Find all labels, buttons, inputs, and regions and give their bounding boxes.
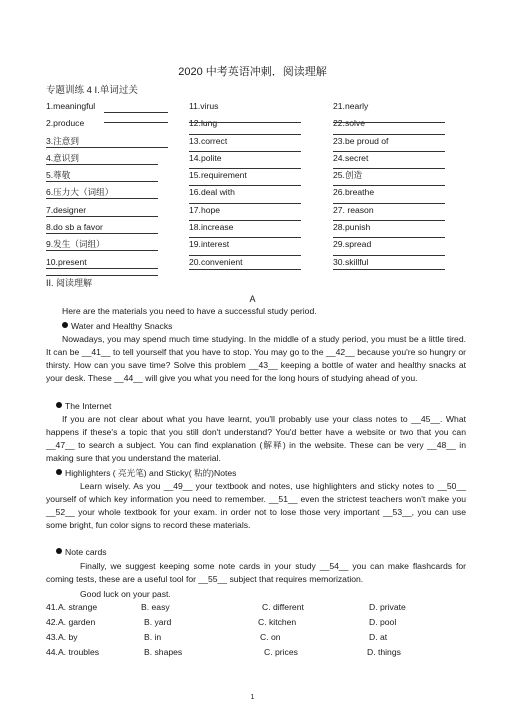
vocab-item: 18.increase [189, 221, 319, 238]
vocab-column-3 [333, 100, 463, 273]
vocab-item: 8.do sb a favor [46, 221, 176, 238]
vocab-item: 30.skillful [333, 256, 463, 273]
vocab-item: 22.solve [333, 117, 463, 134]
vocab-item: 15.requirement [189, 169, 319, 186]
paragraph-4: Finally, we suggest keeping some note cards in your study __54__ you can make flashcards for coming tests, these are a useful tool for __55__ subject that requires memorization. [46, 561, 466, 584]
vocab-item: 4.意识到 [46, 152, 176, 169]
vocab-item: 28.punish [333, 221, 463, 238]
heading-water-snacks: Water and Healthy Snacks [46, 320, 466, 333]
paragraph-3: Learn wisely. As you __49__ your textbook and notes, use highlighters and sticky notes to __50__ yourself of which key information you need to remember. __51__ even the strictest teachers won't make you __52__ your whole textbook for your exam. in order not to lose those very important __53__, you can use some bright, fun color signs to record these materials. [46, 481, 466, 530]
vocab-item: 24.secret [333, 152, 463, 169]
heading-note-cards: Note cards [46, 546, 466, 559]
vocab-item: 25.创造 [333, 169, 463, 186]
vocab-item: 29.spread [333, 238, 463, 255]
vocab-item: 23.be proud of [333, 135, 463, 152]
vocab-column-2 [189, 100, 319, 273]
vocab-item: 27. reason [333, 204, 463, 221]
document-page: 2020 中考英语冲刺．阅读理解 专题训练 4 I.单词过关 1.meaningful 2.produce 3.注意到 4.意识到 5.尊敬 6.压力大（词组） 7.designer 8.do sb a favor 9.发生（词组） 10.present 11.virus 12.lung 13.correct 14.polite 15.requirement 16.deal with 17.hope 18.increase 19.interest 20.convenient 21.nearly 22.solve 23.be proud of 24.secret 25.创造 26.breathe 27. reason 28.punish 29.spread 30.skillful II. 阅读理解 A Here are the materials you need to have a successful study period. Water and Healthy Snacks Nowadays, you may spend much time studying. In the middle of a study period, you must be a little tired. It can be __41__ to tell yourself that you have to stop. You may go to the __42__ because you're so hungry or thirsty. How can you save time? Solve this problem __43__ keeping a bottle of water and healthy snacks at your desk. These __44__ will give you what you need for the long hours of studying ahead of you. The Internet If you are not clear about what you have learnt, you'll probably use your class notes to __45__. What happens if these's a topic that you still don't understand? You'd better have a website or two that you can __47__ to search a subject. You can find explanation (解释) in the website. These can be very __48__ in making sure that you understand the material. Highlighters ( 亮光笔) and Sticky( 粘的)Notes Learn wisely. As you __49__ your textbook and notes, use highlighters and sticky notes to __50__ yourself of which key information you need to remember. __51__ even the strictest teachers won't make you __52__ your whole textbook for your exam. in order not to lose those very important __53__, you can use some bright, fun color signs to record these materials. Note cards Finally, we suggest keeping some note cards in your study __54__ you can make flashcards for coming tests, these are a useful tool for __55__ subject that requires memorization. Good luck on your past. 41.A. strange B. easy C. different D. private 42.A. garden B. yard C. kitchen D. pool 43.A. by B. in C. on D. at 44.A. troubles B. shapes C. prices D. things 1 [0, 0, 505, 715]
vocab-item: 1.meaningful [46, 100, 176, 117]
vocab-item: 26.breathe [333, 186, 463, 203]
passage-label: A [249, 294, 256, 304]
page-title: 2020 中考英语冲刺．阅读理解 [178, 66, 327, 78]
paragraph-1: Nowadays, you may spend much time studying. In the middle of a study period, you must be a little tired. It can be __41__ to tell yourself that you have to stop. You may go to the __42__ because you're so hungry or thirsty. How can you save time? Solve this problem __43__ keeping a bottle of water and healthy snacks at your desk. These __44__ will give you what you need for the long hours of studying ahead of you. [46, 334, 466, 383]
page-number: 1 [250, 694, 255, 701]
vocab-column-1 [46, 100, 176, 273]
vocab-item: 10.present [46, 256, 176, 273]
heading-highlighters: Highlighters ( 亮光笔) and Sticky( 粘的)Notes [46, 467, 466, 480]
paragraph-2: If you are not clear about what you have learnt, you'll probably use your class notes to __45__. What happens if these's a topic that you still don't understand? You'd better have a website or two that you can __47__ to search a subject. You can find explanation (解释) in the website. These can be very __48__ in making sure that you understand the material. [46, 414, 466, 463]
bullet-icon [62, 322, 68, 328]
bullet-icon [56, 548, 62, 554]
vocab-item: 9.发生（词组） [46, 238, 176, 255]
vocab-item: 3.注意到 [46, 135, 176, 152]
heading-internet: The Internet [46, 400, 466, 413]
vocab-item: 6.压力大（词组） [46, 186, 176, 203]
vocab-item: 17.hope [189, 204, 319, 221]
vocab-item: 5.尊敬 [46, 169, 176, 186]
section-2-heading: II. 阅读理解 [46, 278, 93, 288]
bullet-icon [56, 402, 62, 408]
closing-line: Good luck on your past. [80, 589, 171, 599]
vocab-item: 19.interest [189, 238, 319, 255]
vocab-item: 20.convenient [189, 256, 319, 273]
section-1-heading: 专题训练 4 I.单词过关 [46, 85, 138, 96]
vocab-item: 13.correct [189, 135, 319, 152]
vocab-item: 21.nearly [333, 101, 369, 111]
vocab-item: 16.deal with [189, 186, 319, 203]
vocab-item: 12.lung [189, 117, 319, 134]
vocab-item: 11.virus [189, 101, 219, 111]
bullet-icon [56, 469, 62, 475]
passage-intro: Here are the materials you need to have a successful study period. [62, 306, 317, 316]
vocab-item: 7.designer [46, 204, 176, 221]
vocab-item: 2.produce [46, 117, 176, 134]
vocab-item: 14.polite [189, 152, 319, 169]
